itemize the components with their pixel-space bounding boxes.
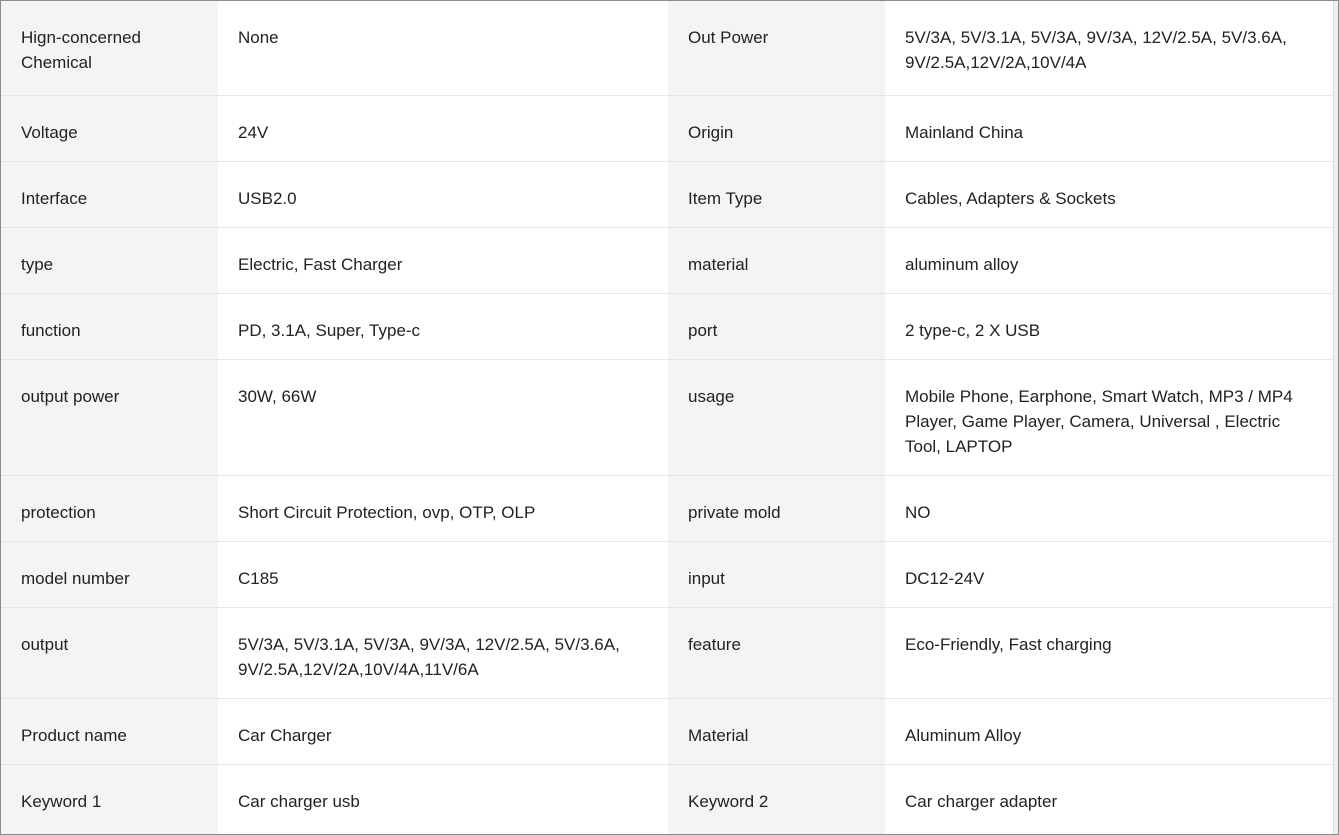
spec-key: feature: [668, 607, 885, 698]
table-row: [1, 293, 1333, 359]
table-row: [1, 607, 1333, 698]
table-row: [1, 161, 1333, 227]
table-row: [1, 359, 1333, 475]
spec-key: private mold: [668, 475, 885, 541]
spec-value: aluminum alloy: [885, 227, 1333, 293]
spec-key: Item Type: [668, 161, 885, 227]
table-row: [1, 475, 1333, 541]
spec-key: model number: [1, 541, 218, 607]
spec-value: Cables, Adapters & Sockets: [885, 161, 1333, 227]
spec-key: output: [1, 607, 218, 698]
spec-value: Car charger usb: [218, 764, 668, 834]
spec-value: 5V/3A, 5V/3.1A, 5V/3A, 9V/3A, 12V/2.5A, 5V/3.6A, 9V/2.5A,12V/2A,10V/4A,11V/6A: [218, 607, 668, 698]
spec-value: USB2.0: [218, 161, 668, 227]
scrollbar[interactable]: [1333, 1, 1338, 834]
table-row: [1, 1, 1333, 95]
spec-key: input: [668, 541, 885, 607]
spec-value: Car Charger: [218, 698, 668, 764]
spec-value: 30W, 66W: [218, 359, 668, 475]
table-row: [1, 95, 1333, 161]
spec-key: protection: [1, 475, 218, 541]
spec-value: Electric, Fast Charger: [218, 227, 668, 293]
table-row: [1, 698, 1333, 764]
spec-key: Material: [668, 698, 885, 764]
spec-key: port: [668, 293, 885, 359]
spec-value: Car charger adapter: [885, 764, 1333, 834]
spec-key: Keyword 2: [668, 764, 885, 834]
spec-value: 2 type-c, 2 X USB: [885, 293, 1333, 359]
spec-value: NO: [885, 475, 1333, 541]
table-row: [1, 764, 1333, 834]
spec-key: usage: [668, 359, 885, 475]
spec-value: C185: [218, 541, 668, 607]
spec-key: Out Power: [668, 1, 885, 95]
spec-key: Origin: [668, 95, 885, 161]
spec-key: type: [1, 227, 218, 293]
spec-key: Hign-concerned Chemical: [1, 1, 218, 95]
spec-key: Interface: [1, 161, 218, 227]
spec-value: None: [218, 1, 668, 95]
spec-value: 24V: [218, 95, 668, 161]
spec-key: Keyword 1: [1, 764, 218, 834]
spec-value: Mainland China: [885, 95, 1333, 161]
spec-table: [1, 1, 1333, 834]
spec-value: Aluminum Alloy: [885, 698, 1333, 764]
spec-value: PD, 3.1A, Super, Type-c: [218, 293, 668, 359]
spec-key: function: [1, 293, 218, 359]
spec-key: Product name: [1, 698, 218, 764]
spec-key: output power: [1, 359, 218, 475]
spec-value: Eco-Friendly, Fast charging: [885, 607, 1333, 698]
spec-key: material: [668, 227, 885, 293]
table-row: [1, 541, 1333, 607]
spec-key: Voltage: [1, 95, 218, 161]
spec-value: DC12-24V: [885, 541, 1333, 607]
spec-value: Mobile Phone, Earphone, Smart Watch, MP3 / MP4 Player, Game Player, Camera, Universal , Electric Tool, LAPTOP: [885, 359, 1333, 475]
spec-value: 5V/3A, 5V/3.1A, 5V/3A, 9V/3A, 12V/2.5A, 5V/3.6A, 9V/2.5A,12V/2A,10V/4A: [885, 1, 1333, 95]
table-row: [1, 227, 1333, 293]
spec-value: Short Circuit Protection, ovp, OTP, OLP: [218, 475, 668, 541]
